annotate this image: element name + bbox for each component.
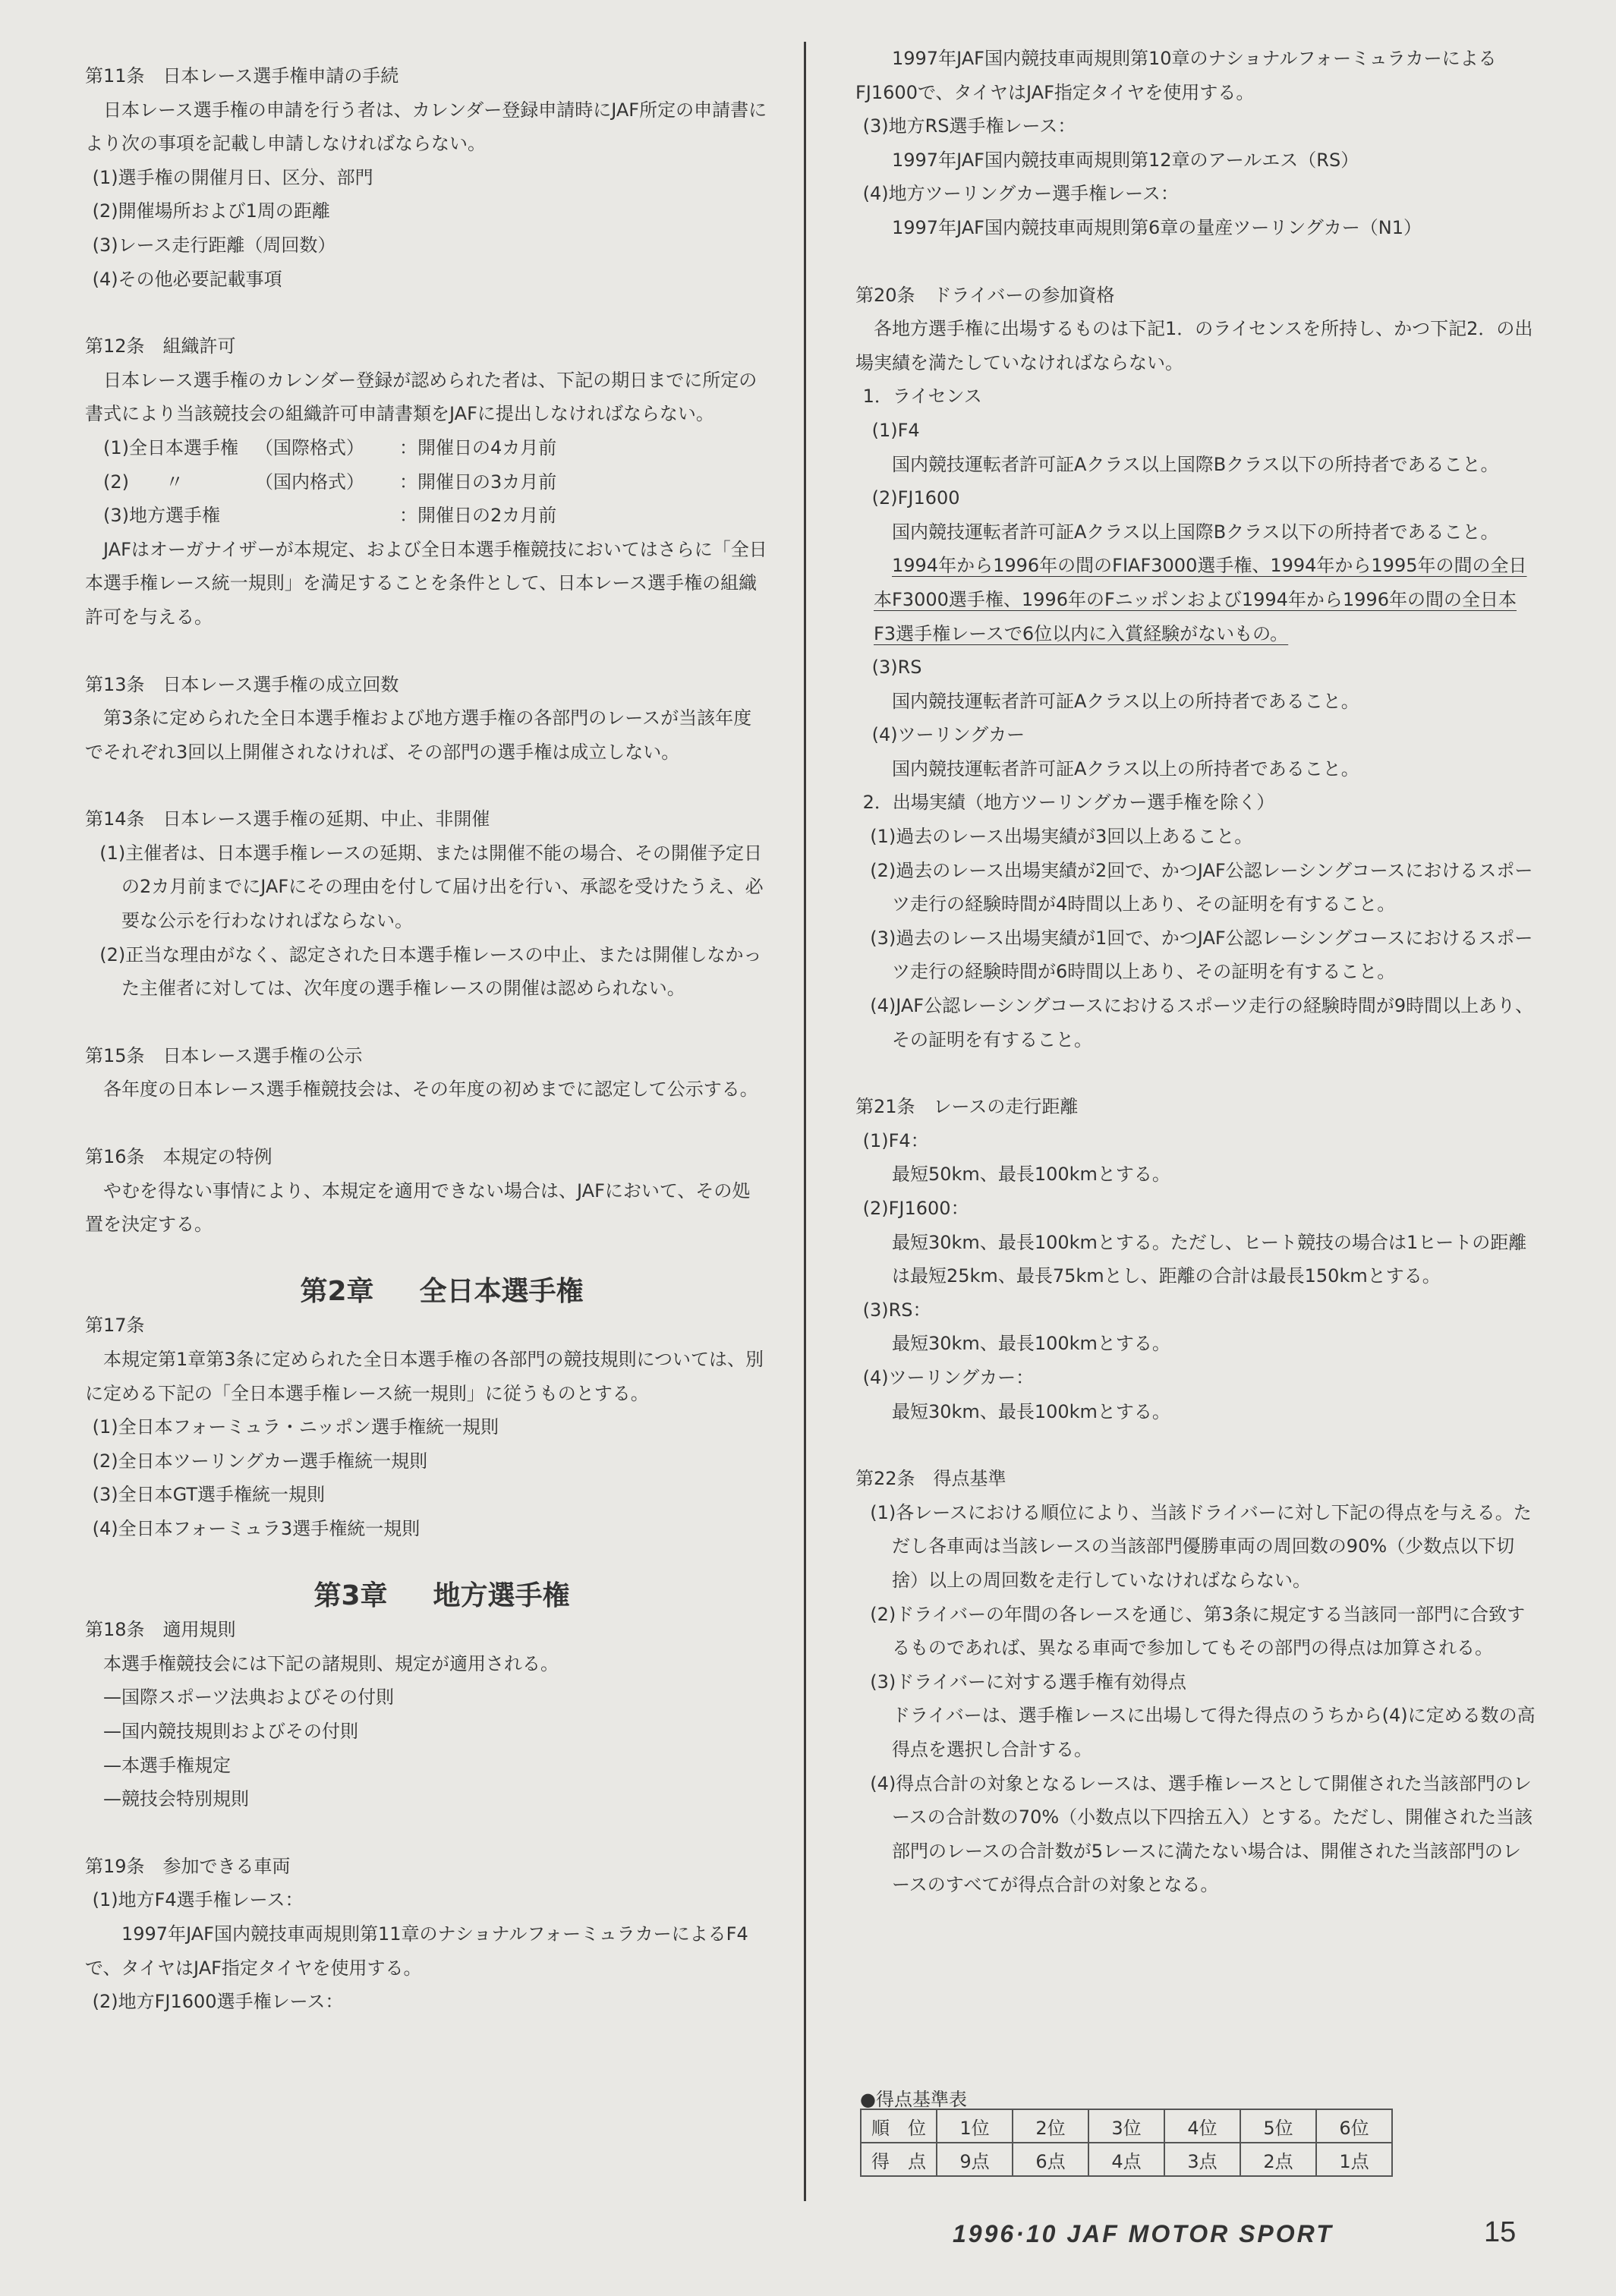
article-20 (855, 279, 1539, 1057)
underlined-note: 1994年から1996年の間のFIAF3000選手権、1994年から1995年の間の全日本F3000選手権、1996年のFニッポンおよび1994年から1996年の間の全日本F3選手権レースで6位以内に入賞経験がないもの。 (874, 555, 1527, 644)
list-item-body: 国内競技運転者許可証Aクラス以上国際Bクラス以下の所持者であること。 (892, 521, 1499, 543)
table-cell: 3点 (1164, 2143, 1240, 2176)
article-heading: 第13条 日本レース選手権の成立回数 (85, 673, 399, 695)
list-item: (1)F4 (871, 419, 920, 441)
list-item: (4)ツーリングカー： (862, 1366, 1035, 1388)
list-item: (4)JAF公認レーシングコースにおけるスポーツ走行の経験時間が9時間以上あり、その証明を有すること。 (870, 995, 1534, 1050)
table-cell: 得 点 (861, 2143, 937, 2176)
list-item: (3)ドライバーに対する選手権有効得点 (870, 1671, 1186, 1693)
deadline-class: (3)地方選手権 (103, 505, 220, 527)
table-cell: 6点 (1013, 2143, 1088, 2176)
list-item: (2)ドライバーの年間の各レースを通じ、第3条に規定する当該同一部門に合致するものであれば、異なる車両で参加してもその部門の得点は加算される。 (870, 1603, 1526, 1659)
article-21 (855, 1090, 1539, 1428)
deadline-format: （国際格式） (255, 436, 364, 458)
article-body: 各地方選手権に出場するものは下記1．のライセンスを所持し、かつ下記2．の出場実績を満たしていなければならない。 (855, 318, 1533, 373)
deadline-format (255, 499, 399, 533)
deadline-format: （国内格式） (255, 471, 364, 493)
article-heading: 第22条 得点基準 (855, 1468, 1006, 1490)
list-item: (3)過去のレース出場実績が1回で、かつJAF公認レーシングコースにおけるスポーツ走行の経験時間が6時間以上あり、その証明を有すること。 (870, 927, 1533, 983)
list-item-body: 1997年JAF国内競技車両規則第6章の量産ツーリングカー（N1） (892, 216, 1422, 238)
article-heading: 第19条 参加できる車両 (85, 1855, 291, 1877)
list-item-body: 最短30km、最長100kmとする。 (892, 1400, 1170, 1422)
article-12 (85, 329, 768, 634)
running-footer: 1996·10 JAF MOTOR SPORT (953, 2220, 1334, 2247)
list-item: (1)地方F4選手権レース： (92, 1889, 304, 1911)
list-item: (2)過去のレース出場実績が2回で、かつJAF公認レーシングコースにおけるスポーツ走行の経験時間が4時間以上あり、その証明を有すること。 (870, 859, 1533, 915)
list-item: (1)主催者は、日本選手権レースの延期、または開催不能の場合、その開催予定日の2カ月前までにJAFにその理由を付して届け出を行い、承認を受けたうえ、必要な公示を行わなければならない。 (99, 842, 764, 932)
list-item: (3)全日本GT選手権統一規則 (92, 1484, 326, 1506)
list-item: (1)F4： (862, 1129, 929, 1151)
article-heading: 第16条 本規定の特例 (85, 1146, 272, 1168)
article-heading: 第21条 レースの走行距離 (855, 1096, 1079, 1118)
table-cell: 順 位 (861, 2109, 937, 2143)
list-item: (3)RS： (862, 1299, 931, 1321)
list-item-body: 国内競技運転者許可証Aクラス以上の所持者であること。 (892, 690, 1359, 712)
section-label: 1．ライセンス (862, 386, 982, 408)
article-body: 日本レース選手権のカレンダー登録が認められた者は、下記の期日までに所定の書式により当該競技会の組織許可申請書類をJAFに提出しなければならない。 (85, 369, 758, 425)
list-item: (2)FJ1600： (862, 1198, 969, 1219)
chapter-3 (85, 1579, 768, 1816)
list-item-body: 最短30km、最長100kmとする。 (892, 1333, 1170, 1355)
table-cell: 3位 (1088, 2109, 1164, 2143)
score-table-title: ●得点基準表 (860, 2089, 967, 2110)
list-item: (1)過去のレース出場実績が3回以上あること。 (870, 826, 1253, 848)
article-heading: 第12条 組織許可 (85, 335, 236, 357)
chapter-number: 第3章 (313, 1579, 388, 1611)
list-item: (2)FJ1600 (871, 487, 960, 509)
article-heading: 第15条 日本レース選手権の公示 (85, 1044, 363, 1066)
table-cell: 9点 (937, 2143, 1013, 2176)
list-item: (2)正当な理由がなく、認定された日本選手権レースの中止、または開催しなかった主催者に対しては、次年度の選手権レースの開催は認められない。 (99, 943, 762, 1000)
list-item: (4)全日本フォーミュラ3選手権統一規則 (92, 1517, 421, 1539)
list-item-body: ドライバーは、選手権レースに出場して得た得点のうちから(4)に定める数の高得点を選択し合計する。 (892, 1705, 1536, 1760)
list-item: —本選手権規定 (103, 1754, 231, 1776)
list-item: (4)得点合計の対象となるレースは、選手権レースとして開催された当該部門のレースの合計数の70%（小数点以下四捨五入）とする。ただし、開催された当該部門のレースの合計数が5レースに満たない場合は、開催された当該部門のレースのすべてが得点合計の対象となる。 (870, 1772, 1533, 1896)
list-item: (3)地方RS選手権レース： (862, 115, 1076, 137)
list-item: (2)開催場所および1周の距離 (92, 200, 330, 222)
deadline-class: (1)全日本選手権 (103, 436, 238, 458)
deadline-value: ：開催日の2カ月前 (399, 505, 557, 527)
article-11 (85, 59, 768, 296)
score-table (860, 2109, 1393, 2177)
list-item: (3)RS (871, 657, 922, 679)
deadline-row (85, 431, 768, 465)
article-14 (85, 802, 768, 1006)
article-heading: 第18条 適用規則 (85, 1619, 236, 1641)
chapter-title: 地方選手権 (433, 1579, 570, 1611)
deadline-value: ：開催日の3カ月前 (399, 471, 557, 493)
list-item: —国内競技規則およびその付則 (103, 1720, 358, 1742)
table-cell: 1点 (1316, 2143, 1392, 2176)
chapter-2 (85, 1275, 768, 1546)
article-body: 各年度の日本レース選手権競技会は、その年度の初めまでに認定して公示する。 (103, 1079, 758, 1101)
article-body: JAFはオーガナイザーが本規定、および全日本選手権競技においてはさらに「全日本選手権レース統一規則」を満足することを条件として、日本レース選手権の組織許可を与える。 (85, 538, 767, 628)
deadline-value: ：開催日の4カ月前 (399, 436, 557, 458)
table-cell: 1位 (937, 2109, 1013, 2143)
article-heading: 第20条 ドライバーの参加資格 (855, 284, 1115, 306)
list-item: —国際スポーツ法典およびその付則 (103, 1687, 395, 1709)
article-15 (85, 1039, 768, 1107)
list-item-body: 国内競技運転者許可証Aクラス以上国際Bクラス以下の所持者であること。 (892, 453, 1499, 475)
article-heading: 第17条 (85, 1315, 145, 1337)
list-item-body: 最短50km、最長100kmとする。 (892, 1164, 1170, 1186)
table-cell: 4位 (1164, 2109, 1240, 2143)
article-body: 本規定第1章第3条に定められた全日本選手権の各部門の競技規則については、別に定める下記の「全日本選手権レース統一規則」に従うものとする。 (85, 1349, 764, 1404)
list-item: —競技会特別規則 (103, 1788, 249, 1810)
deadline-row (85, 465, 768, 499)
column-divider (804, 42, 806, 2201)
list-item: (1)全日本フォーミュラ・ニッポン選手権統一規則 (92, 1416, 499, 1438)
deadline-row (85, 499, 768, 533)
article-19 (85, 1850, 768, 2019)
list-item: (3)レース走行距離（周回数） (92, 234, 336, 256)
list-item-body: 1997年JAF国内競技車両規則第10章のナショナルフォーミュラカーによるFJ1600で、タイヤはJAF指定タイヤを使用する。 (855, 48, 1497, 103)
article-heading: 第14条 日本レース選手権の延期、中止、非開催 (85, 808, 490, 830)
article-16 (85, 1140, 768, 1242)
article-heading: 第11条 日本レース選手権申請の手続 (85, 65, 399, 87)
article-body: 日本レース選手権の申請を行う者は、カレンダー登録申請時にJAF所定の申請書により次の事項を記載し申請しなければならない。 (85, 99, 767, 155)
right-column (855, 42, 1539, 1902)
list-item-body: 国内競技運転者許可証Aクラス以上の所持者であること。 (892, 757, 1359, 780)
chapter-number: 第2章 (300, 1275, 374, 1307)
list-item: (4)その他必要記載事項 (92, 268, 282, 290)
list-item-body: 1997年JAF国内競技車両規則第11章のナショナルフォーミュラカーによるF4で、タイヤはJAF指定タイヤを使用する。 (85, 1923, 748, 1979)
list-item: (1)選手権の開催月日、区分、部門 (92, 166, 373, 188)
list-item: (4)ツーリングカー (871, 724, 1025, 746)
table-cell: 2位 (1013, 2109, 1088, 2143)
list-item: (2)全日本ツーリングカー選手権統一規則 (92, 1450, 428, 1472)
section-label: 2．出場実績（地方ツーリングカー選手権を除く） (862, 792, 1275, 814)
list-item: (2)地方FJ1600選手権レース： (92, 1991, 344, 2013)
table-row (861, 2109, 1392, 2143)
list-item: (4)地方ツーリングカー選手権レース： (862, 183, 1179, 205)
table-cell: 6位 (1316, 2109, 1392, 2143)
article-22 (855, 1462, 1539, 1902)
article-19-continued (855, 42, 1539, 245)
chapter-heading (85, 1579, 768, 1614)
list-item-body: 1997年JAF国内競技車両規則第12章のアールエス（RS） (892, 149, 1359, 171)
list-item-body: 最短30km、最長100kmとする。ただし、ヒート競技の場合は1ヒートの距離は最短25km、最長75kmとし、距離の合計は最長150kmとする。 (892, 1231, 1527, 1287)
deadline-class: (2) 〃 (103, 471, 184, 493)
chapter-title: 全日本選手権 (419, 1275, 584, 1307)
list-item: (1)各レースにおける順位により、当該ドライバーに対し下記の得点を与える。ただし各車両は当該レースの当該部門優勝車両の周回数の90%（少数点以下切捨）以上の周回数を走行していなければならない。 (870, 1501, 1532, 1591)
page-number: 15 (1484, 2216, 1517, 2248)
table-cell: 4点 (1088, 2143, 1164, 2176)
article-body: やむを得ない事情により、本規定を適用できない場合は、JAFにおいて、その処置を決定する。 (85, 1179, 751, 1236)
table-row (861, 2143, 1392, 2176)
article-body: 本選手権競技会には下記の諸規則、規定が適用される。 (103, 1652, 559, 1674)
article-13 (85, 668, 768, 770)
article-body: 第3条に定められた全日本選手権および地方選手権の各部門のレースが当該年度でそれぞれ3回以上開催されなければ、その部門の選手権は成立しない。 (85, 707, 752, 763)
left-column (85, 59, 768, 2019)
table-cell: 2点 (1240, 2143, 1316, 2176)
table-cell: 5位 (1240, 2109, 1316, 2143)
chapter-heading (85, 1275, 768, 1309)
